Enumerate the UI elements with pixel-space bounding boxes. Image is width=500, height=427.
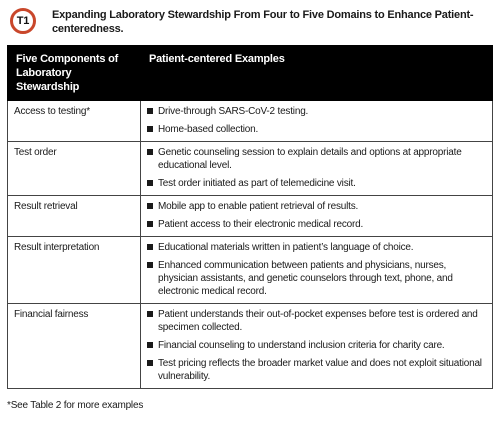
example-item <box>147 218 486 231</box>
example-text: Test pricing reflects the broader market value and does not exploit situational vulnerability. <box>158 358 482 382</box>
square-bullet-icon <box>147 244 153 250</box>
example-item <box>147 105 486 118</box>
table-header-row <box>8 46 493 101</box>
example-item <box>147 200 486 213</box>
table-row <box>8 142 493 196</box>
square-bullet-icon <box>147 221 153 227</box>
example-item <box>147 241 486 254</box>
component-cell: Test order <box>8 142 141 196</box>
table-footnote: *See Table 2 for more examples <box>7 400 144 411</box>
example-text: Test order initiated as part of telemedicine visit. <box>158 178 356 189</box>
table-header <box>10 8 490 40</box>
square-bullet-icon <box>147 203 153 209</box>
column-header-components: Five Components of Laboratory Stewardship <box>8 46 141 101</box>
square-bullet-icon <box>147 360 153 366</box>
column-header-examples: Patient-centered Examples <box>141 46 493 101</box>
example-text: Patient access to their electronic medical record. <box>158 219 364 230</box>
square-bullet-icon <box>147 262 153 268</box>
square-bullet-icon <box>147 149 153 155</box>
table-row <box>8 101 493 142</box>
square-bullet-icon <box>147 108 153 114</box>
table-number-badge: T1 <box>10 8 36 34</box>
example-item <box>147 357 486 383</box>
examples-cell <box>141 101 493 142</box>
examples-cell <box>141 196 493 237</box>
examples-cell <box>141 237 493 304</box>
example-text: Mobile app to enable patient retrieval of results. <box>158 201 359 212</box>
example-item <box>147 123 486 136</box>
example-text: Educational materials written in patient’s language of choice. <box>158 242 414 253</box>
example-item <box>147 259 486 298</box>
table-row <box>8 237 493 304</box>
table-row <box>8 196 493 237</box>
component-cell: Result retrieval <box>8 196 141 237</box>
examples-cell <box>141 304 493 389</box>
stewardship-table <box>7 45 493 389</box>
example-item <box>147 308 486 334</box>
square-bullet-icon <box>147 180 153 186</box>
examples-cell <box>141 142 493 196</box>
example-text: Home-based collection. <box>158 124 259 135</box>
example-item <box>147 146 486 172</box>
example-text: Drive-through SARS-CoV-2 testing. <box>158 106 309 117</box>
square-bullet-icon <box>147 342 153 348</box>
example-text: Patient understands their out-of-pocket expenses before test is ordered and specimen collected. <box>158 309 478 333</box>
example-text: Genetic counseling session to explain details and options at appropriate educational level. <box>158 147 462 171</box>
square-bullet-icon <box>147 311 153 317</box>
table-title: Expanding Laboratory Stewardship From Four to Five Domains to Enhance Patient-centeredness. <box>52 9 474 35</box>
example-item <box>147 177 486 190</box>
component-cell: Result interpretation <box>8 237 141 304</box>
component-cell: Financial fairness <box>8 304 141 389</box>
example-text: Enhanced communication between patients and physicians, nurses, physician assistants, and genetic counselors through text, phone, and electronic medical record. <box>158 260 453 297</box>
example-item <box>147 339 486 352</box>
example-text: Financial counseling to understand inclusion criteria for charity care. <box>158 340 445 351</box>
component-cell: Access to testing* <box>8 101 141 142</box>
square-bullet-icon <box>147 126 153 132</box>
table-row <box>8 304 493 389</box>
